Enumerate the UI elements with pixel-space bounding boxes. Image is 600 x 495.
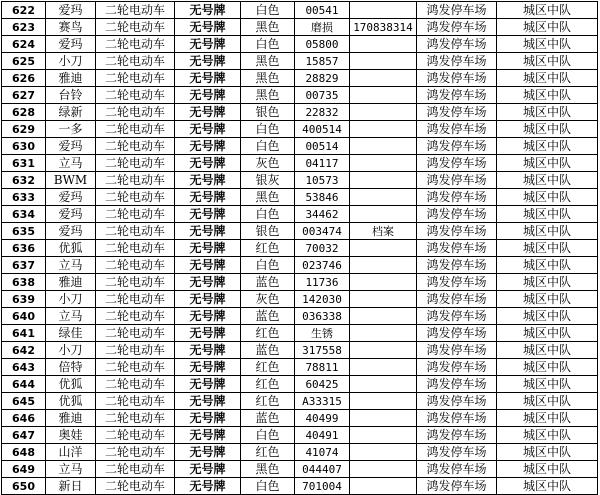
frame-number-cell: 60425 [295,376,350,393]
table-row [2,444,598,461]
plate-status-cell: 无号牌 [175,138,241,155]
unit-cell: 城区中队 [497,206,598,223]
extra-note-cell [350,138,417,155]
brand-cell: 绿新 [46,104,96,121]
extra-note-cell [350,53,417,70]
parking-lot-cell: 鸿发停车场 [417,427,497,444]
color-cell: 白色 [241,2,295,19]
extra-note-cell: 档案 [350,223,417,240]
table-row [2,274,598,291]
table-row [2,240,598,257]
unit-cell: 城区中队 [497,87,598,104]
plate-status-cell: 无号牌 [175,393,241,410]
brand-cell: 爱玛 [46,206,96,223]
extra-note-cell [350,36,417,53]
color-cell: 黑色 [241,19,295,36]
frame-number-cell: 00514 [295,138,350,155]
extra-note-cell [350,104,417,121]
frame-number-cell: 044407 [295,461,350,478]
parking-lot-cell: 鸿发停车场 [417,189,497,206]
vehicle-type-cell: 二轮电动车 [96,342,175,359]
row-number-cell: 648 [2,444,46,461]
extra-note-cell [350,189,417,206]
row-number-cell: 645 [2,393,46,410]
table-body [2,2,598,495]
frame-number-cell: 00541 [295,2,350,19]
unit-cell: 城区中队 [497,138,598,155]
plate-status-cell: 无号牌 [175,461,241,478]
unit-cell: 城区中队 [497,257,598,274]
brand-cell: 立马 [46,257,96,274]
vehicle-type-cell: 二轮电动车 [96,138,175,155]
plate-status-cell: 无号牌 [175,291,241,308]
extra-note-cell [350,444,417,461]
color-cell: 银灰 [241,172,295,189]
parking-lot-cell: 鸿发停车场 [417,70,497,87]
brand-cell: BWM [46,172,96,189]
row-number-cell: 646 [2,410,46,427]
extra-note-cell [350,342,417,359]
unit-cell: 城区中队 [497,444,598,461]
extra-note-cell [350,240,417,257]
parking-lot-cell: 鸿发停车场 [417,223,497,240]
row-number-cell: 629 [2,121,46,138]
vehicle-type-cell: 二轮电动车 [96,274,175,291]
plate-status-cell: 无号牌 [175,36,241,53]
frame-number-cell: 磨损 [295,19,350,36]
brand-cell: 优狐 [46,393,96,410]
brand-cell: 爱玛 [46,223,96,240]
vehicle-type-cell: 二轮电动车 [96,359,175,376]
table-row [2,291,598,308]
parking-lot-cell: 鸿发停车场 [417,393,497,410]
row-number-cell: 644 [2,376,46,393]
row-number-cell: 623 [2,19,46,36]
row-number-cell: 642 [2,342,46,359]
table-row [2,172,598,189]
color-cell: 灰色 [241,155,295,172]
brand-cell: 绿佳 [46,325,96,342]
row-number-cell: 650 [2,478,46,495]
vehicle-type-cell: 二轮电动车 [96,53,175,70]
unit-cell: 城区中队 [497,223,598,240]
brand-cell: 小刀 [46,291,96,308]
table-row [2,206,598,223]
parking-lot-cell: 鸿发停车场 [417,53,497,70]
parking-lot-cell: 鸿发停车场 [417,461,497,478]
brand-cell: 奥娃 [46,427,96,444]
unit-cell: 城区中队 [497,36,598,53]
extra-note-cell [350,121,417,138]
table-row [2,257,598,274]
vehicle-type-cell: 二轮电动车 [96,19,175,36]
color-cell: 灰色 [241,291,295,308]
table-row [2,376,598,393]
row-number-cell: 630 [2,138,46,155]
table-row [2,410,598,427]
row-number-cell: 634 [2,206,46,223]
frame-number-cell: 701004 [295,478,350,495]
extra-note-cell [350,87,417,104]
extra-note-cell [350,478,417,495]
brand-cell: 优狐 [46,240,96,257]
frame-number-cell: 41074 [295,444,350,461]
vehicle-type-cell: 二轮电动车 [96,206,175,223]
extra-note-cell [350,376,417,393]
unit-cell: 城区中队 [497,461,598,478]
color-cell: 蓝色 [241,410,295,427]
color-cell: 红色 [241,240,295,257]
frame-number-cell: 78811 [295,359,350,376]
brand-cell: 爱玛 [46,138,96,155]
frame-number-cell: 生锈 [295,325,350,342]
brand-cell: 爱玛 [46,36,96,53]
parking-lot-cell: 鸿发停车场 [417,138,497,155]
vehicle-type-cell: 二轮电动车 [96,189,175,206]
plate-status-cell: 无号牌 [175,308,241,325]
frame-number-cell: 00735 [295,87,350,104]
table-row [2,478,598,495]
parking-lot-cell: 鸿发停车场 [417,2,497,19]
extra-note-cell: 170838314 [350,19,417,36]
unit-cell: 城区中队 [497,427,598,444]
color-cell: 白色 [241,206,295,223]
parking-lot-cell: 鸿发停车场 [417,172,497,189]
table-row [2,223,598,240]
color-cell: 红色 [241,444,295,461]
unit-cell: 城区中队 [497,53,598,70]
table-row [2,36,598,53]
plate-status-cell: 无号牌 [175,189,241,206]
table-row [2,427,598,444]
color-cell: 黑色 [241,70,295,87]
table-row [2,359,598,376]
color-cell: 红色 [241,325,295,342]
color-cell: 白色 [241,427,295,444]
table-row [2,70,598,87]
parking-lot-cell: 鸿发停车场 [417,206,497,223]
brand-cell: 优狐 [46,376,96,393]
parking-lot-cell: 鸿发停车场 [417,308,497,325]
color-cell: 白色 [241,121,295,138]
vehicle-type-cell: 二轮电动车 [96,36,175,53]
frame-number-cell: 317558 [295,342,350,359]
extra-note-cell [350,257,417,274]
row-number-cell: 627 [2,87,46,104]
unit-cell: 城区中队 [497,291,598,308]
frame-number-cell: A33315 [295,393,350,410]
vehicle-type-cell: 二轮电动车 [96,121,175,138]
unit-cell: 城区中队 [497,155,598,172]
unit-cell: 城区中队 [497,308,598,325]
row-number-cell: 635 [2,223,46,240]
extra-note-cell [350,155,417,172]
plate-status-cell: 无号牌 [175,325,241,342]
parking-lot-cell: 鸿发停车场 [417,444,497,461]
frame-number-cell: 036338 [295,308,350,325]
vehicle-type-cell: 二轮电动车 [96,155,175,172]
unit-cell: 城区中队 [497,104,598,121]
color-cell: 红色 [241,393,295,410]
plate-status-cell: 无号牌 [175,410,241,427]
color-cell: 蓝色 [241,274,295,291]
table-row [2,138,598,155]
extra-note-cell [350,461,417,478]
plate-status-cell: 无号牌 [175,478,241,495]
plate-status-cell: 无号牌 [175,53,241,70]
row-number-cell: 624 [2,36,46,53]
brand-cell: 赛鸟 [46,19,96,36]
plate-status-cell: 无号牌 [175,359,241,376]
table-row [2,53,598,70]
parking-lot-cell: 鸿发停车场 [417,36,497,53]
parking-lot-cell: 鸿发停车场 [417,104,497,121]
table-row [2,121,598,138]
plate-status-cell: 无号牌 [175,274,241,291]
frame-number-cell: 142030 [295,291,350,308]
row-number-cell: 643 [2,359,46,376]
extra-note-cell [350,325,417,342]
vehicle-table [1,1,598,495]
plate-status-cell: 无号牌 [175,19,241,36]
frame-number-cell: 40499 [295,410,350,427]
brand-cell: 立马 [46,308,96,325]
brand-cell: 一多 [46,121,96,138]
parking-lot-cell: 鸿发停车场 [417,359,497,376]
plate-status-cell: 无号牌 [175,155,241,172]
unit-cell: 城区中队 [497,2,598,19]
brand-cell: 台铃 [46,87,96,104]
row-number-cell: 640 [2,308,46,325]
vehicle-type-cell: 二轮电动车 [96,257,175,274]
extra-note-cell [350,359,417,376]
frame-number-cell: 53846 [295,189,350,206]
brand-cell: 倍特 [46,359,96,376]
frame-number-cell: 003474 [295,223,350,240]
extra-note-cell [350,427,417,444]
unit-cell: 城区中队 [497,410,598,427]
extra-note-cell [350,291,417,308]
row-number-cell: 628 [2,104,46,121]
table-row [2,87,598,104]
extra-note-cell [350,308,417,325]
parking-lot-cell: 鸿发停车场 [417,240,497,257]
frame-number-cell: 34462 [295,206,350,223]
frame-number-cell: 40491 [295,427,350,444]
frame-number-cell: 70032 [295,240,350,257]
table-row [2,342,598,359]
table-row [2,104,598,121]
vehicle-type-cell: 二轮电动车 [96,461,175,478]
row-number-cell: 637 [2,257,46,274]
plate-status-cell: 无号牌 [175,223,241,240]
parking-lot-cell: 鸿发停车场 [417,410,497,427]
parking-lot-cell: 鸿发停车场 [417,19,497,36]
plate-status-cell: 无号牌 [175,206,241,223]
table-row [2,19,598,36]
frame-number-cell: 10573 [295,172,350,189]
row-number-cell: 636 [2,240,46,257]
parking-lot-cell: 鸿发停车场 [417,478,497,495]
row-number-cell: 633 [2,189,46,206]
color-cell: 白色 [241,478,295,495]
color-cell: 银色 [241,104,295,121]
brand-cell: 立马 [46,155,96,172]
plate-status-cell: 无号牌 [175,70,241,87]
color-cell: 黑色 [241,53,295,70]
table-row [2,325,598,342]
table-row [2,189,598,206]
color-cell: 黑色 [241,189,295,206]
brand-cell: 爱玛 [46,189,96,206]
table-row [2,461,598,478]
row-number-cell: 641 [2,325,46,342]
vehicle-type-cell: 二轮电动车 [96,172,175,189]
brand-cell: 山洋 [46,444,96,461]
vehicle-type-cell: 二轮电动车 [96,240,175,257]
vehicle-type-cell: 二轮电动车 [96,410,175,427]
unit-cell: 城区中队 [497,19,598,36]
plate-status-cell: 无号牌 [175,87,241,104]
unit-cell: 城区中队 [497,274,598,291]
table-row [2,2,598,19]
parking-lot-cell: 鸿发停车场 [417,376,497,393]
table-row [2,308,598,325]
color-cell: 红色 [241,376,295,393]
color-cell: 黑色 [241,461,295,478]
brand-cell: 爱玛 [46,2,96,19]
vehicle-type-cell: 二轮电动车 [96,444,175,461]
unit-cell: 城区中队 [497,172,598,189]
row-number-cell: 632 [2,172,46,189]
extra-note-cell [350,206,417,223]
frame-number-cell: 28829 [295,70,350,87]
brand-cell: 小刀 [46,53,96,70]
frame-number-cell: 22832 [295,104,350,121]
parking-lot-cell: 鸿发停车场 [417,274,497,291]
frame-number-cell: 15857 [295,53,350,70]
brand-cell: 雅迪 [46,410,96,427]
parking-lot-cell: 鸿发停车场 [417,257,497,274]
brand-cell: 立马 [46,461,96,478]
vehicle-type-cell: 二轮电动车 [96,325,175,342]
vehicle-type-cell: 二轮电动车 [96,291,175,308]
color-cell: 黑色 [241,87,295,104]
extra-note-cell [350,2,417,19]
plate-status-cell: 无号牌 [175,2,241,19]
row-number-cell: 649 [2,461,46,478]
unit-cell: 城区中队 [497,359,598,376]
extra-note-cell [350,274,417,291]
color-cell: 白色 [241,36,295,53]
frame-number-cell: 04117 [295,155,350,172]
brand-cell: 雅迪 [46,274,96,291]
parking-lot-cell: 鸿发停车场 [417,87,497,104]
parking-lot-cell: 鸿发停车场 [417,325,497,342]
vehicle-type-cell: 二轮电动车 [96,376,175,393]
plate-status-cell: 无号牌 [175,444,241,461]
frame-number-cell: 023746 [295,257,350,274]
parking-lot-cell: 鸿发停车场 [417,291,497,308]
frame-number-cell: 11736 [295,274,350,291]
parking-lot-cell: 鸿发停车场 [417,155,497,172]
unit-cell: 城区中队 [497,121,598,138]
color-cell: 银色 [241,223,295,240]
vehicle-type-cell: 二轮电动车 [96,104,175,121]
unit-cell: 城区中队 [497,478,598,495]
row-number-cell: 647 [2,427,46,444]
brand-cell: 新日 [46,478,96,495]
unit-cell: 城区中队 [497,393,598,410]
plate-status-cell: 无号牌 [175,121,241,138]
vehicle-type-cell: 二轮电动车 [96,223,175,240]
unit-cell: 城区中队 [497,325,598,342]
plate-status-cell: 无号牌 [175,342,241,359]
color-cell: 白色 [241,138,295,155]
brand-cell: 雅迪 [46,70,96,87]
vehicle-type-cell: 二轮电动车 [96,70,175,87]
table-row [2,393,598,410]
color-cell: 蓝色 [241,308,295,325]
vehicle-type-cell: 二轮电动车 [96,87,175,104]
unit-cell: 城区中队 [497,70,598,87]
plate-status-cell: 无号牌 [175,240,241,257]
plate-status-cell: 无号牌 [175,376,241,393]
row-number-cell: 639 [2,291,46,308]
vehicle-type-cell: 二轮电动车 [96,393,175,410]
table-row [2,155,598,172]
unit-cell: 城区中队 [497,240,598,257]
row-number-cell: 622 [2,2,46,19]
unit-cell: 城区中队 [497,189,598,206]
color-cell: 白色 [241,257,295,274]
extra-note-cell [350,70,417,87]
row-number-cell: 631 [2,155,46,172]
color-cell: 红色 [241,359,295,376]
frame-number-cell: 400514 [295,121,350,138]
plate-status-cell: 无号牌 [175,257,241,274]
extra-note-cell [350,172,417,189]
parking-lot-cell: 鸿发停车场 [417,342,497,359]
plate-status-cell: 无号牌 [175,427,241,444]
vehicle-type-cell: 二轮电动车 [96,308,175,325]
row-number-cell: 626 [2,70,46,87]
vehicle-type-cell: 二轮电动车 [96,427,175,444]
parking-lot-cell: 鸿发停车场 [417,121,497,138]
vehicle-type-cell: 二轮电动车 [96,478,175,495]
brand-cell: 小刀 [46,342,96,359]
extra-note-cell [350,393,417,410]
extra-note-cell [350,410,417,427]
unit-cell: 城区中队 [497,376,598,393]
unit-cell: 城区中队 [497,342,598,359]
vehicle-type-cell: 二轮电动车 [96,2,175,19]
plate-status-cell: 无号牌 [175,172,241,189]
color-cell: 蓝色 [241,342,295,359]
plate-status-cell: 无号牌 [175,104,241,121]
row-number-cell: 625 [2,53,46,70]
frame-number-cell: 05800 [295,36,350,53]
row-number-cell: 638 [2,274,46,291]
